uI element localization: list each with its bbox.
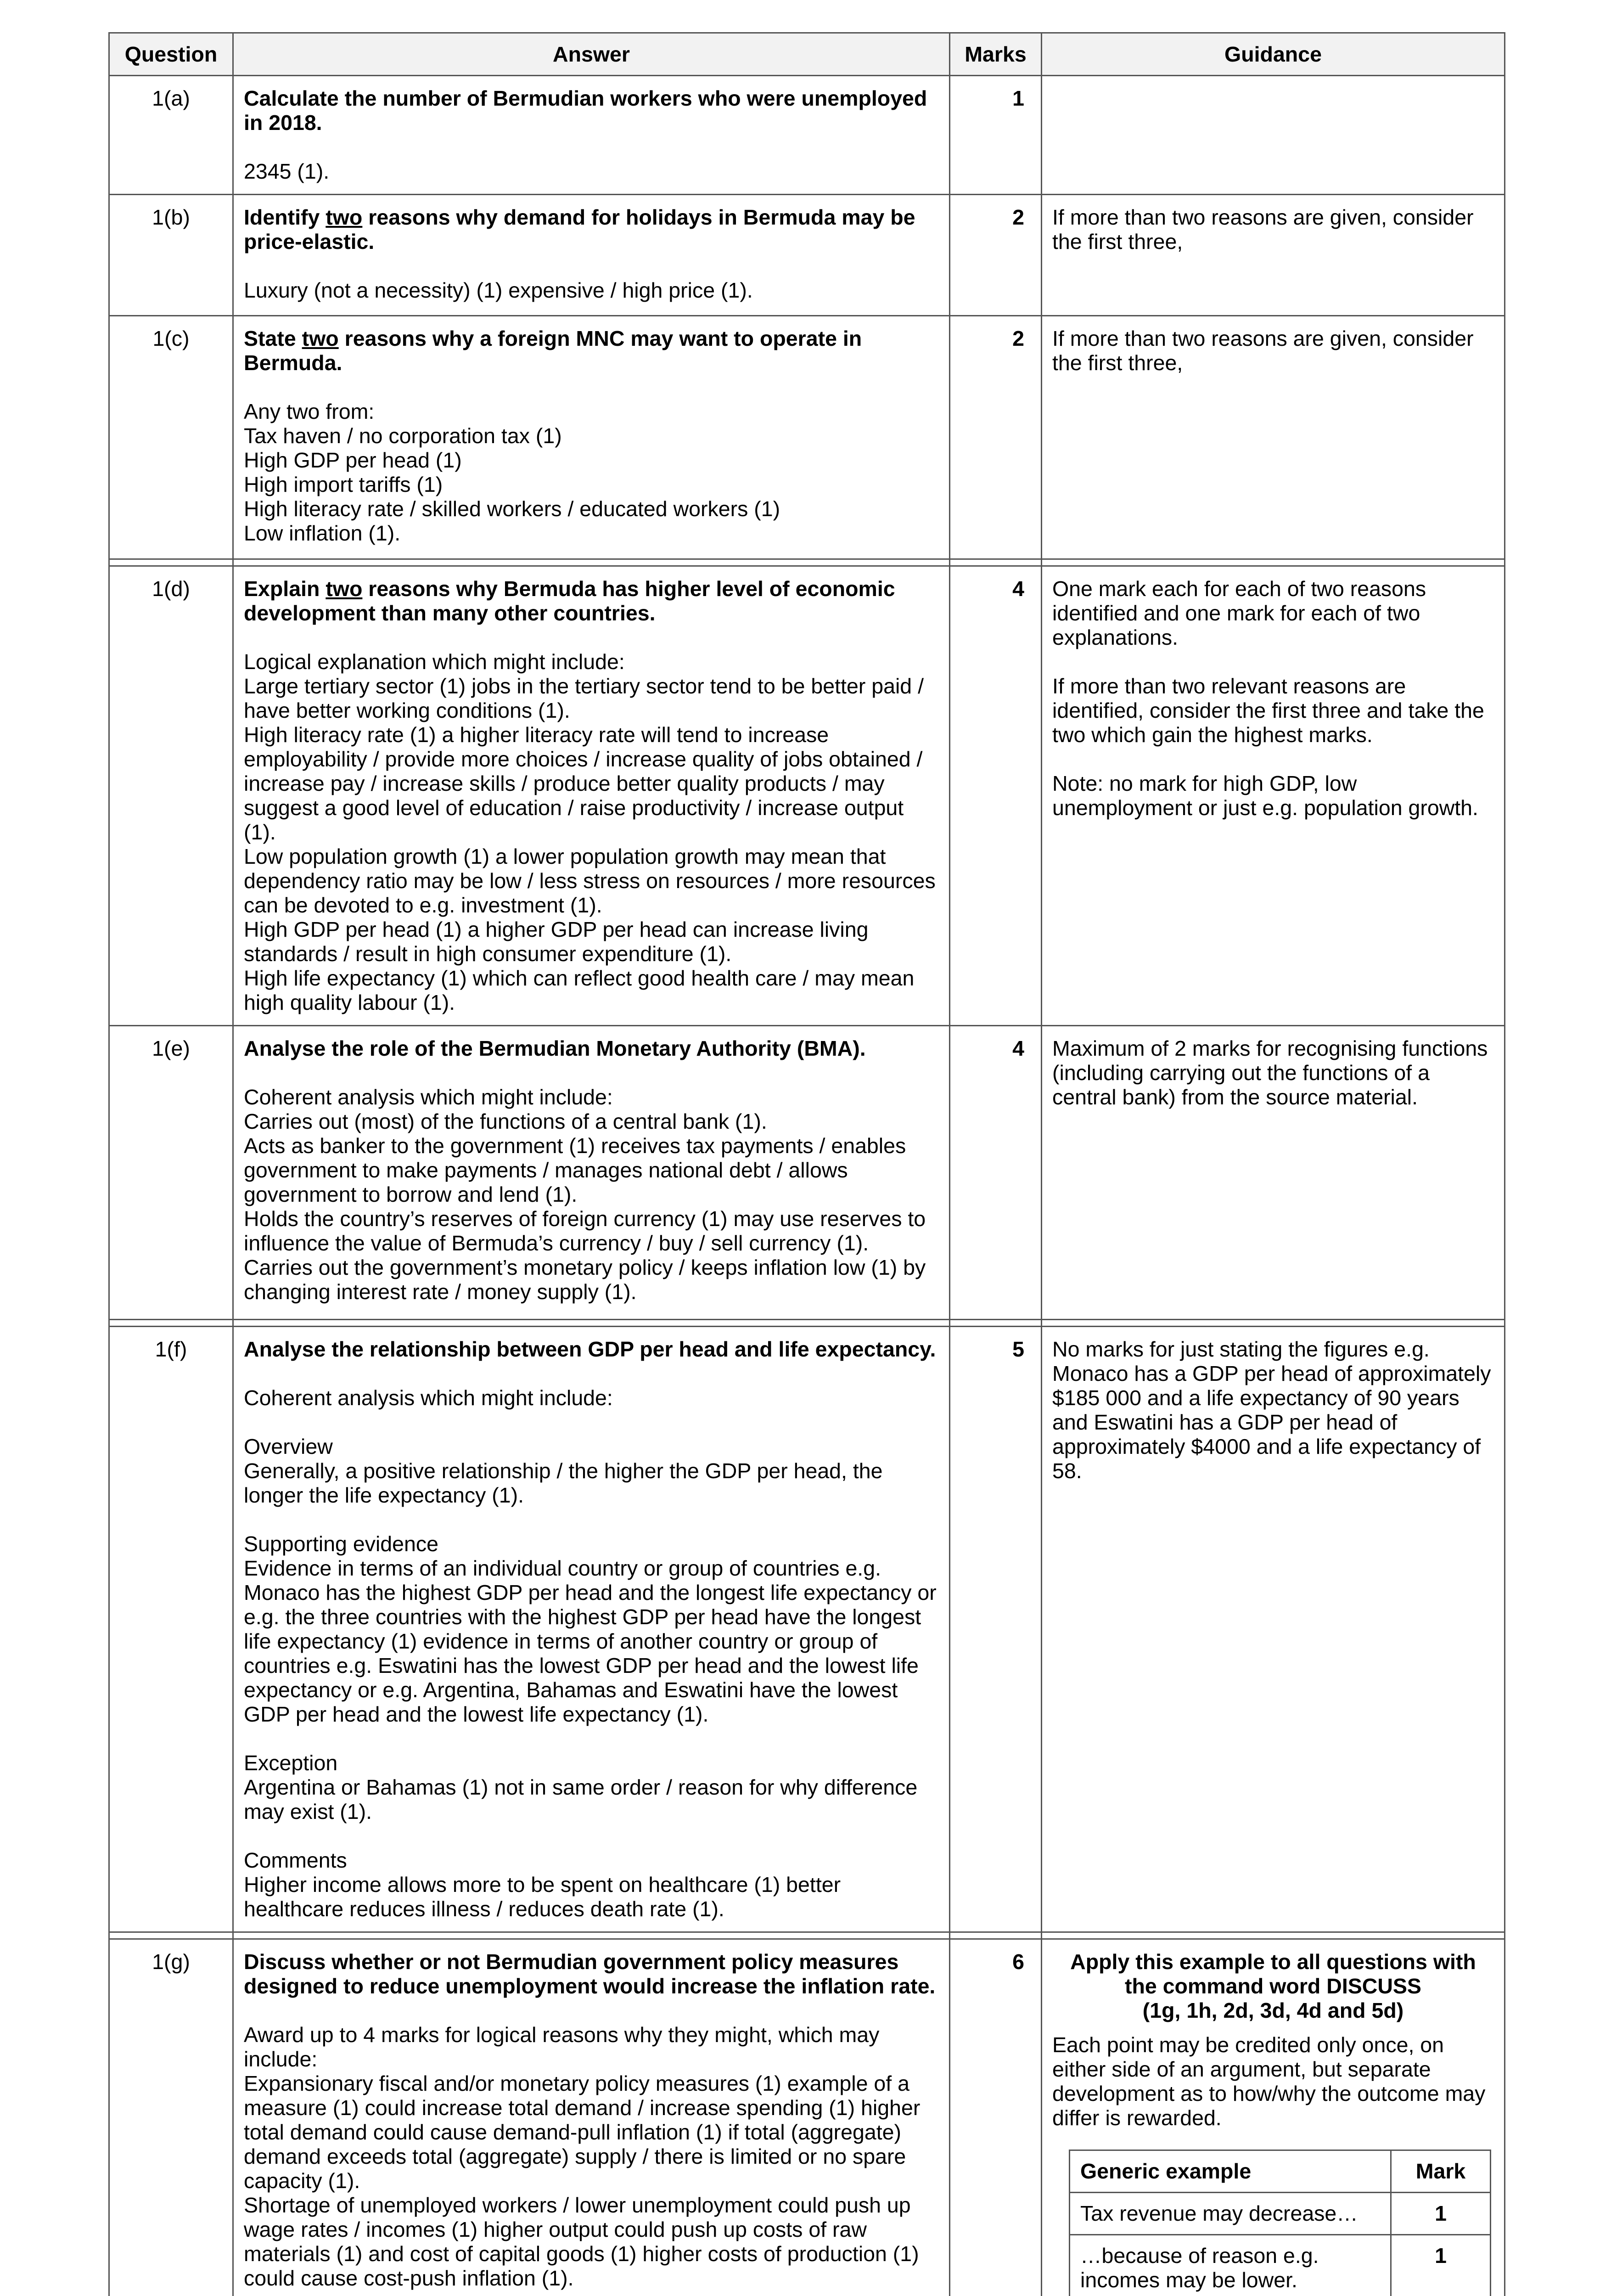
question-text: Explain two reasons why Bermuda has higher level of economic development than many other countries. xyxy=(244,577,895,625)
question-text: State two reasons why a foreign MNC may want to operate in Bermuda. xyxy=(244,326,862,375)
guidance-text: If more than two relevant reasons are identified, consider the first three and take the two which gain the highest marks. xyxy=(1052,674,1490,747)
answer-text: Coherent analysis which might include: Carries out (most) of the functions of a central bank (1). Acts as banker to the government (1) receives tax payments / enables government to make payments / manages national debt / allows government to borrow and lend (1). Holds the country’s reserves of foreign currency (1) may use reserves to influence the value of Bermuda’s currency / buy / sell currency (1). Carries out the government’s monetary policy / keeps inflation low (1) by changing interest rate / money supply (1). xyxy=(244,1085,926,1304)
guidance-text: One mark each for each of two reasons identified and one mark for each of two explanations. xyxy=(1052,577,1432,649)
answer-cell xyxy=(233,316,950,559)
generic-example-mark: 1 xyxy=(1391,2235,1491,2296)
generic-example-row xyxy=(1070,2235,1491,2296)
guidance-text: Note: no mark for high GDP, low unemployment or just e.g. population growth. xyxy=(1052,771,1478,820)
marks-value: 1 xyxy=(950,76,1042,195)
table-row xyxy=(109,195,1505,316)
guidance-cell xyxy=(1042,76,1505,195)
header-row xyxy=(109,33,1505,76)
answer-text: Award up to 4 marks for logical reasons why they might, which may include: Expansionary fiscal and/or monetary policy measures (1) example of a measure (1) could increase total demand / increase spending (1) higher total demand could cause demand-pull inflation (1) if total (aggregate) demand exceeds total (aggregate) supply / there is limited or no spare capacity (1). Shortage of unemployed workers / lower unemployment could push up wage rates / incomes (1) higher output could push up costs of raw materials (1) and cost of capital goods (1) higher costs of production (1) could cause cost-push inflation (1). xyxy=(244,2023,921,2290)
answer-text: Overview Generally, a positive relationship / the higher the GDP per head, the longer the life expectancy (1). xyxy=(244,1435,883,1507)
marks-value: 2 xyxy=(950,316,1042,559)
answer-text: Luxury (not a necessity) (1) expensive / high price (1). xyxy=(244,278,753,302)
answer-cell xyxy=(233,1939,950,2296)
answer-cell xyxy=(233,1026,950,1320)
question-text: Analyse the relationship between GDP per head and life expectancy. xyxy=(244,1337,936,1361)
row-separator xyxy=(109,559,1505,566)
marks-value: 2 xyxy=(950,195,1042,316)
answer-text: 2345 (1). xyxy=(244,159,330,183)
marks-value: 4 xyxy=(950,1026,1042,1320)
row-separator xyxy=(109,1320,1505,1327)
table-row xyxy=(109,566,1505,1026)
marks-value: 6 xyxy=(950,1939,1042,2296)
marks-value: 5 xyxy=(950,1327,1042,1932)
question-number: 1(g) xyxy=(109,1939,233,2296)
generic-mark-heading: Mark xyxy=(1391,2150,1491,2193)
answer-text: Any two from: Tax haven / no corporation tax (1) High GDP per head (1) High import tariffs (1) High literacy rate / skilled workers / educated workers (1) Low inflation (1). xyxy=(244,400,780,545)
guidance-cell: Maximum of 2 marks for recognising functions (including carrying out the functions of a central bank) from the source material. xyxy=(1042,1026,1505,1320)
question-text: Identify two reasons why demand for holidays in Bermuda may be price-elastic. xyxy=(244,205,915,253)
answer-text: Comments Higher income allows more to be spent on healthcare (1) better healthcare reduces illness / reduces death rate (1). xyxy=(244,1848,841,1921)
question-number: 1(b) xyxy=(109,195,233,316)
header-marks: Marks xyxy=(950,33,1042,76)
answer-cell xyxy=(233,566,950,1026)
generic-example-table xyxy=(1069,2150,1491,2296)
question-text: Analyse the role of the Bermudian Monetary Authority (BMA). xyxy=(244,1036,866,1060)
generic-example-text: …because of reason e.g. incomes may be lower. xyxy=(1070,2235,1391,2296)
answer-cell xyxy=(233,1327,950,1932)
answer-text: Logical explanation which might include: Large tertiary sector (1) jobs in the tertiary sector tend to be better paid / have better working conditions (1). High literacy rate (1) a higher literacy rate will tend to increase employability / provide more choices / increase quality of jobs obtained / increase pay / increase skills / produce better quality products / may suggest a good level of education / raise productivity / increase output (1). Low population growth (1) a lower population growth may mean that dependency ratio may be low / less stress on resources / more resources can be devoted to e.g. investment (1). High GDP per head (1) a higher GDP per head can increase living standards / result in high consumer expenditure (1). High life expectancy (1) which can reflect good health care / may mean high quality labour (1). xyxy=(244,650,936,1014)
header-answer: Answer xyxy=(233,33,950,76)
table-row xyxy=(109,1026,1505,1320)
question-text: Calculate the number of Bermudian workers who were unemployed in 2018. xyxy=(244,86,927,135)
question-number: 1(f) xyxy=(109,1327,233,1932)
answer-text: Supporting evidence Evidence in terms of an individual country or group of countries e.g. Monaco has the highest GDP per head and the longest life expectancy or e.g. the three countries with the highest GDP per head have the longest life expectancy (1) evidence in terms of another country or group of countries e.g. Eswatini has the lowest GDP per head and the lowest life expectancy or e.g. Argentina, Bahamas and Eswatini have the lowest GDP per head and the lowest life expectancy (1). xyxy=(244,1532,937,1726)
question-number: 1(c) xyxy=(109,316,233,559)
table-row xyxy=(109,1327,1505,1932)
header-question: Question xyxy=(109,33,233,76)
mark-scheme-table xyxy=(108,32,1505,2296)
table-row xyxy=(109,316,1505,559)
table-row xyxy=(109,76,1505,195)
generic-example-text: Tax revenue may decrease… xyxy=(1070,2193,1391,2235)
guidance-cell: If more than two reasons are given, consider the first three, xyxy=(1042,316,1505,559)
question-number: 1(d) xyxy=(109,566,233,1026)
marks-value: 4 xyxy=(950,566,1042,1026)
row-separator xyxy=(109,1932,1505,1939)
guidance-cell xyxy=(1042,1939,1505,2296)
guidance-heading: Apply this example to all questions with the command word DISCUSS (1g, 1h, 2d, 3d, 4d and 5d) xyxy=(1070,1950,1476,2022)
generic-example-heading: Generic example xyxy=(1070,2150,1391,2193)
question-number: 1(e) xyxy=(109,1026,233,1320)
generic-example-row xyxy=(1070,2193,1491,2235)
guidance-cell: No marks for just stating the figures e.g. Monaco has a GDP per head of approximately $185 000 and a life expectancy of 90 years and Eswatini has a GDP per head of approximately $4000 and a life expectancy of 58. xyxy=(1042,1327,1505,1932)
generic-example-mark: 1 xyxy=(1391,2193,1491,2235)
answer-text: Coherent analysis which might include: xyxy=(244,1386,613,1410)
header-guidance: Guidance xyxy=(1042,33,1505,76)
question-number: 1(a) xyxy=(109,76,233,195)
guidance-text: Each point may be credited only once, on either side of an argument, but separate development as to how/why the outcome may differ is rewarded. xyxy=(1052,2033,1492,2130)
question-text: Discuss whether or not Bermudian government policy measures designed to reduce unemployment would increase the inflation rate. xyxy=(244,1950,936,1998)
answer-cell xyxy=(233,76,950,195)
answer-cell xyxy=(233,195,950,316)
answer-text: Exception Argentina or Bahamas (1) not in same order / reason for why difference may exist (1). xyxy=(244,1751,918,1823)
guidance-cell: If more than two reasons are given, consider the first three, xyxy=(1042,195,1505,316)
table-row xyxy=(109,1939,1505,2296)
generic-example-header xyxy=(1070,2150,1491,2193)
guidance-cell xyxy=(1042,566,1505,1026)
